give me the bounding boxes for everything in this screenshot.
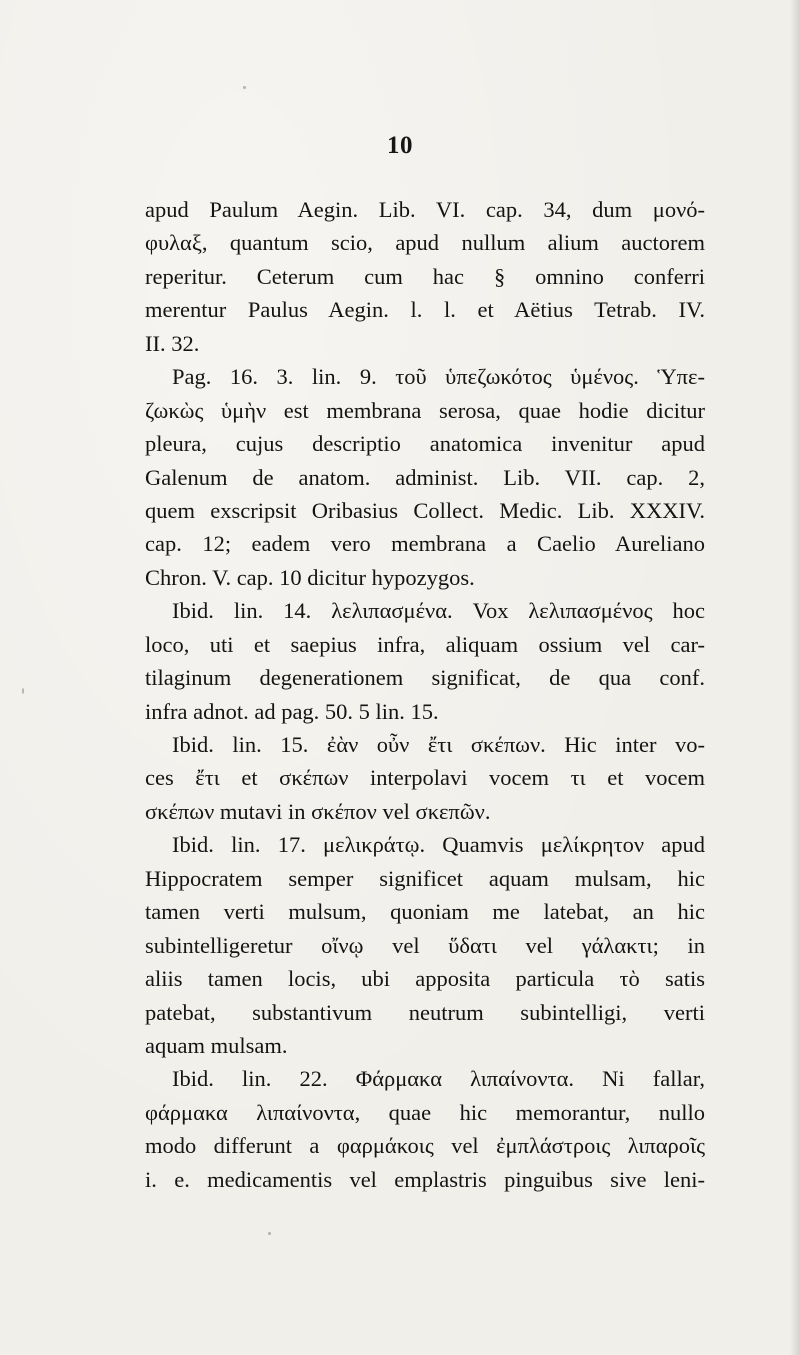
- text-line: infra adnot. ad pag. 50. 5 lin. 15.: [145, 698, 439, 724]
- text-line: merentur Paulus Aegin. l. l. et Aëtius Tetrab. IV.: [145, 297, 705, 323]
- text-line: Ibid. lin. 15. ἐὰν οὖν ἔτι σκέπων. Hic inter vo-: [172, 732, 705, 757]
- text-line: Hippocratem semper significet aquam mulsam, hic: [145, 865, 705, 891]
- text-line: ces ἔτι et σκέπων interpolavi vocem τι et vocem: [145, 765, 705, 791]
- speck-mark: [243, 86, 246, 89]
- text-line: quem exscripsit Oribasius Collect. Medic. Lib. XXXIV.: [145, 497, 705, 523]
- text-line: II. 32.: [145, 330, 200, 356]
- text-line: cap. 12; eadem vero membrana a Caelio Aureliano: [145, 531, 705, 557]
- text-line: σκέπων mutavi in σκέπον vel σκεπῶν.: [145, 798, 491, 824]
- speck-mark: [22, 688, 24, 694]
- text-line: apud Paulum Aegin. Lib. VI. cap. 34, dum μονό-: [145, 197, 705, 222]
- text-line: Pag. 16. 3. lin. 9. τοῦ ὑπεζωκότος ὑμένος. Ὑπε-: [172, 364, 705, 390]
- text-line: tilaginum degenerationem significat, de qua conf.: [145, 665, 705, 691]
- text-line: ζωκὼς ὑμὴν est membrana serosa, quae hodie dicitur: [145, 397, 705, 423]
- text-line: loco, uti et saepius infra, aliquam ossium vel car-: [145, 631, 705, 657]
- text-line: Ibid. lin. 22. Φάρμακα λιπαίνοντα. Ni fallar,: [172, 1066, 705, 1092]
- text-line: aquam mulsam.: [145, 1032, 288, 1058]
- text-line: pleura, cujus descriptio anatomica invenitur apud: [145, 431, 705, 457]
- text-line: tamen verti mulsum, quoniam me latebat, an hic: [145, 899, 705, 925]
- page-edge-shadow: [790, 0, 800, 1355]
- text-line: Ibid. lin. 14. λελιπασμένα. Vox λελιπασμένος hoc: [172, 598, 705, 624]
- text-line: Ibid. lin. 17. μελικράτῳ. Quamvis μελίκρητον apud: [172, 832, 705, 858]
- text-line: reperitur. Ceterum cum hac § omnino conferri: [145, 263, 705, 289]
- text-line: φάρμακα λιπαίνοντα, quae hic memorantur, nullo: [145, 1099, 705, 1125]
- text-line: subintelligeretur οἴνῳ vel ὕδατι vel γάλακτι; in: [145, 932, 705, 958]
- page-number: 10: [387, 132, 413, 159]
- text-line: patebat, substantivum neutrum subintelligi, verti: [145, 999, 705, 1025]
- text-line: Galenum de anatom. administ. Lib. VII. cap. 2,: [145, 464, 705, 490]
- body-text: [145, 193, 705, 1196]
- text-line: modo differunt a φαρμάκοις vel ἐμπλάστροις λιπαροῖς: [145, 1133, 705, 1159]
- text-line: aliis tamen locis, ubi apposita particula τὸ satis: [145, 966, 705, 992]
- speck-mark: [268, 1232, 271, 1235]
- text-line: φυλαξ, quantum scio, apud nullum alium auctorem: [145, 230, 705, 256]
- text-line: Chron. V. cap. 10 dicitur hypozygos.: [145, 564, 475, 590]
- text-line: i. e. medicamentis vel emplastris pinguibus sive leni-: [145, 1166, 705, 1192]
